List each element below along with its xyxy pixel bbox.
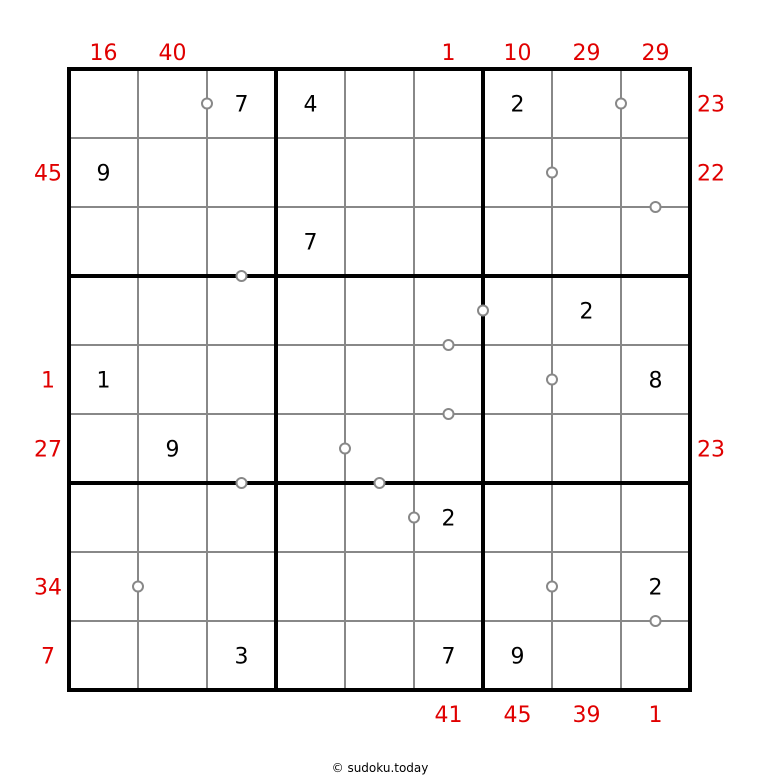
cell-r4c3[interactable] bbox=[207, 276, 276, 345]
given-digit: 3 bbox=[234, 644, 249, 670]
cell-r7c1[interactable] bbox=[69, 483, 138, 552]
cell-r7c7[interactable] bbox=[483, 483, 552, 552]
given-digit: 7 bbox=[441, 644, 456, 670]
cell-r3c6[interactable] bbox=[414, 207, 483, 276]
given-digit: 2 bbox=[579, 299, 594, 325]
cell-r3c7[interactable] bbox=[483, 207, 552, 276]
cell-r7c9[interactable] bbox=[621, 483, 690, 552]
left-clue: 7 bbox=[41, 644, 55, 670]
right-clue: 23 bbox=[697, 92, 725, 118]
cell-r6c7[interactable] bbox=[483, 414, 552, 483]
cell-r6c8[interactable] bbox=[552, 414, 621, 483]
cell-r2c2[interactable] bbox=[138, 138, 207, 207]
cell-r8c1[interactable] bbox=[69, 552, 138, 621]
dot-marker bbox=[547, 582, 557, 592]
bottom-clue: 41 bbox=[434, 703, 463, 728]
given-digit: 2 bbox=[441, 506, 456, 532]
dot-marker bbox=[444, 409, 454, 419]
cell-r2c7[interactable] bbox=[483, 138, 552, 207]
bottom-clue: 1 bbox=[648, 703, 663, 728]
right-clue: 22 bbox=[697, 161, 725, 187]
cell-r4c4[interactable] bbox=[276, 276, 345, 345]
cell-r5c2[interactable] bbox=[138, 345, 207, 414]
cell-r6c1[interactable] bbox=[69, 414, 138, 483]
dot-marker bbox=[202, 99, 212, 109]
cell-r2c8[interactable] bbox=[552, 138, 621, 207]
dot-marker bbox=[340, 444, 350, 454]
dot-marker bbox=[444, 340, 454, 350]
cell-r8c3[interactable] bbox=[207, 552, 276, 621]
cell-r5c8[interactable] bbox=[552, 345, 621, 414]
cell-r4c5[interactable] bbox=[345, 276, 414, 345]
dot-marker bbox=[547, 168, 557, 178]
site-credit: © sudoku.today bbox=[331, 761, 429, 775]
given-digit: 4 bbox=[303, 92, 318, 118]
cell-r4c7[interactable] bbox=[483, 276, 552, 345]
cell-r2c3[interactable] bbox=[207, 138, 276, 207]
cell-r7c5[interactable] bbox=[345, 483, 414, 552]
given-digit: 7 bbox=[234, 92, 249, 118]
given-digit: 9 bbox=[96, 161, 111, 187]
given-digit: 8 bbox=[648, 368, 663, 394]
cell-r8c6[interactable] bbox=[414, 552, 483, 621]
cell-r2c4[interactable] bbox=[276, 138, 345, 207]
top-clue: 1 bbox=[441, 41, 456, 66]
cell-r5c3[interactable] bbox=[207, 345, 276, 414]
cell-r1c2[interactable] bbox=[138, 69, 207, 138]
bottom-clue: 39 bbox=[572, 703, 601, 728]
cell-r1c5[interactable] bbox=[345, 69, 414, 138]
cell-r3c9[interactable] bbox=[621, 207, 690, 276]
dot-marker bbox=[651, 202, 661, 212]
cell-r3c1[interactable] bbox=[69, 207, 138, 276]
top-clue: 40 bbox=[158, 41, 187, 66]
cell-r3c3[interactable] bbox=[207, 207, 276, 276]
cell-r9c8[interactable] bbox=[552, 621, 621, 690]
top-clue: 29 bbox=[641, 41, 670, 66]
cell-r5c6[interactable] bbox=[414, 345, 483, 414]
cell-r2c5[interactable] bbox=[345, 138, 414, 207]
top-clue: 16 bbox=[89, 41, 118, 66]
cell-r4c2[interactable] bbox=[138, 276, 207, 345]
top-clue: 10 bbox=[503, 41, 532, 66]
cell-r4c1[interactable] bbox=[69, 276, 138, 345]
given-digit: 7 bbox=[303, 230, 318, 256]
dot-marker bbox=[478, 306, 488, 316]
cell-r3c5[interactable] bbox=[345, 207, 414, 276]
cell-layer[interactable] bbox=[69, 69, 690, 690]
cell-r5c7[interactable] bbox=[483, 345, 552, 414]
given-digit: 1 bbox=[96, 368, 111, 394]
cell-r6c4[interactable] bbox=[276, 414, 345, 483]
given-digit: 9 bbox=[165, 437, 180, 463]
dot-marker bbox=[651, 616, 661, 626]
dot-marker bbox=[616, 99, 626, 109]
left-clue: 27 bbox=[34, 437, 62, 463]
cell-r5c5[interactable] bbox=[345, 345, 414, 414]
cell-r1c6[interactable] bbox=[414, 69, 483, 138]
cell-r6c3[interactable] bbox=[207, 414, 276, 483]
cell-r2c9[interactable] bbox=[621, 138, 690, 207]
dot-marker bbox=[547, 375, 557, 385]
cell-r6c9[interactable] bbox=[621, 414, 690, 483]
cell-r8c8[interactable] bbox=[552, 552, 621, 621]
right-clue: 23 bbox=[697, 437, 725, 463]
cell-r8c4[interactable] bbox=[276, 552, 345, 621]
left-clue: 34 bbox=[34, 575, 62, 601]
given-digit: 2 bbox=[510, 92, 525, 118]
cell-r1c9[interactable] bbox=[621, 69, 690, 138]
cell-r9c5[interactable] bbox=[345, 621, 414, 690]
dot-marker bbox=[133, 582, 143, 592]
given-digit: 9 bbox=[510, 644, 525, 670]
dot-marker bbox=[237, 478, 247, 488]
top-clue: 29 bbox=[572, 41, 601, 66]
cell-r6c5[interactable] bbox=[345, 414, 414, 483]
cell-r8c7[interactable] bbox=[483, 552, 552, 621]
cell-r8c5[interactable] bbox=[345, 552, 414, 621]
cell-r9c9[interactable] bbox=[621, 621, 690, 690]
cell-r3c8[interactable] bbox=[552, 207, 621, 276]
cell-r8c2[interactable] bbox=[138, 552, 207, 621]
bottom-clue: 45 bbox=[503, 703, 532, 728]
cell-r9c4[interactable] bbox=[276, 621, 345, 690]
cell-r2c6[interactable] bbox=[414, 138, 483, 207]
dot-marker bbox=[237, 271, 247, 281]
cell-r9c1[interactable] bbox=[69, 621, 138, 690]
dot-marker bbox=[409, 513, 419, 523]
dot-marker bbox=[375, 478, 385, 488]
cell-r7c4[interactable] bbox=[276, 483, 345, 552]
cell-r4c6[interactable] bbox=[414, 276, 483, 345]
cell-r7c3[interactable] bbox=[207, 483, 276, 552]
left-clue: 45 bbox=[34, 161, 62, 187]
cell-r4c9[interactable] bbox=[621, 276, 690, 345]
cell-r9c2[interactable] bbox=[138, 621, 207, 690]
cell-r7c8[interactable] bbox=[552, 483, 621, 552]
cell-r3c2[interactable] bbox=[138, 207, 207, 276]
left-clue: 1 bbox=[41, 368, 55, 394]
cell-r6c6[interactable] bbox=[414, 414, 483, 483]
cell-r1c1[interactable] bbox=[69, 69, 138, 138]
given-digit: 2 bbox=[648, 575, 663, 601]
cell-r5c4[interactable] bbox=[276, 345, 345, 414]
cell-r1c8[interactable] bbox=[552, 69, 621, 138]
cell-r7c2[interactable] bbox=[138, 483, 207, 552]
